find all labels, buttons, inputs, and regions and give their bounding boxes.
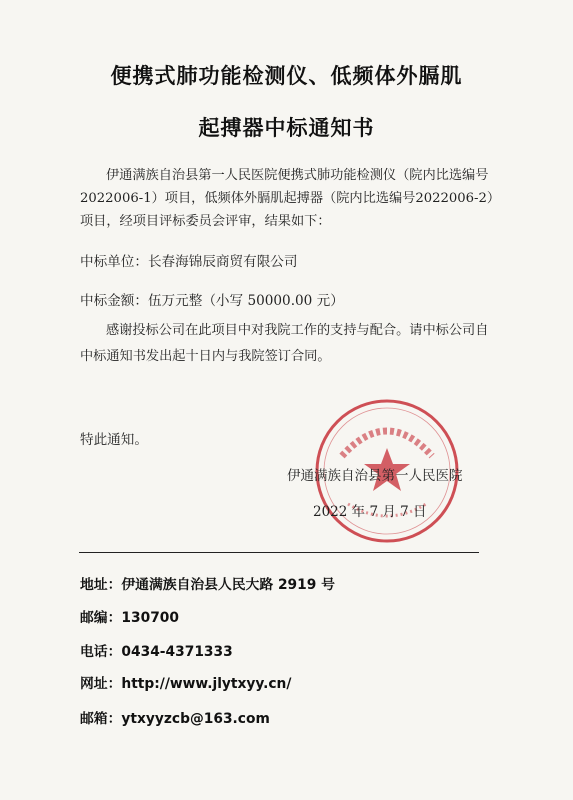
divider-line <box>79 552 479 553</box>
contact-address <box>80 573 335 593</box>
email-value: ytxyyzcb@163.com <box>121 711 270 727</box>
signature-date: 2022 年 7 月 7 日 <box>313 504 427 520</box>
address-label: 地址： <box>80 577 122 593</box>
signature-organization: 伊通满族自治县第一人民医院 <box>287 468 463 484</box>
zip-value: 130700 <box>121 610 179 626</box>
phone-label: 电话： <box>80 644 122 660</box>
winning-unit-value: 长春海锦辰商贸有限公司 <box>147 254 298 270</box>
contact-email <box>80 707 270 727</box>
thanks-paragraph: 感谢投标公司在此项目中对我院工作的支持与配合。请中标公司自中标通知书发出起十日内与我院签订合同。 <box>80 323 489 364</box>
document-title-line1: 便携式肺功能检测仪、低频体外膈肌 <box>110 64 463 88</box>
zip-label: 邮编： <box>80 610 122 626</box>
intro-paragraph: 伊通满族自治县第一人民医院便携式肺功能检测仪（院内比选编号2022006-1）项目，低频体外膈肌起搏器（院内比选编号2022006-2）项目，经项目评标委员会评审，结果如下： <box>80 168 494 229</box>
contact-zip <box>80 606 179 626</box>
document-title-line2: 起搏器中标通知书 <box>198 116 375 140</box>
winning-amount-value: 伍万元整（小写 50000.00 元） <box>147 293 344 309</box>
winning-amount-row <box>80 289 344 309</box>
notice-closing: 特此通知。 <box>80 432 148 448</box>
winning-unit-label: 中标单位： <box>80 254 148 270</box>
winning-unit-row <box>80 250 298 270</box>
phone-value: 0434-4371333 <box>121 644 233 660</box>
winning-amount-label: 中标金额： <box>80 293 148 309</box>
email-label: 邮箱： <box>80 711 122 727</box>
contact-website <box>80 672 291 692</box>
website-link: http://www.jlytxyy.cn/ <box>121 676 292 692</box>
website-label: 网址： <box>80 676 122 692</box>
address-value: 伊通满族自治县人民大路 2919 号 <box>121 577 335 593</box>
contact-phone <box>80 640 233 660</box>
